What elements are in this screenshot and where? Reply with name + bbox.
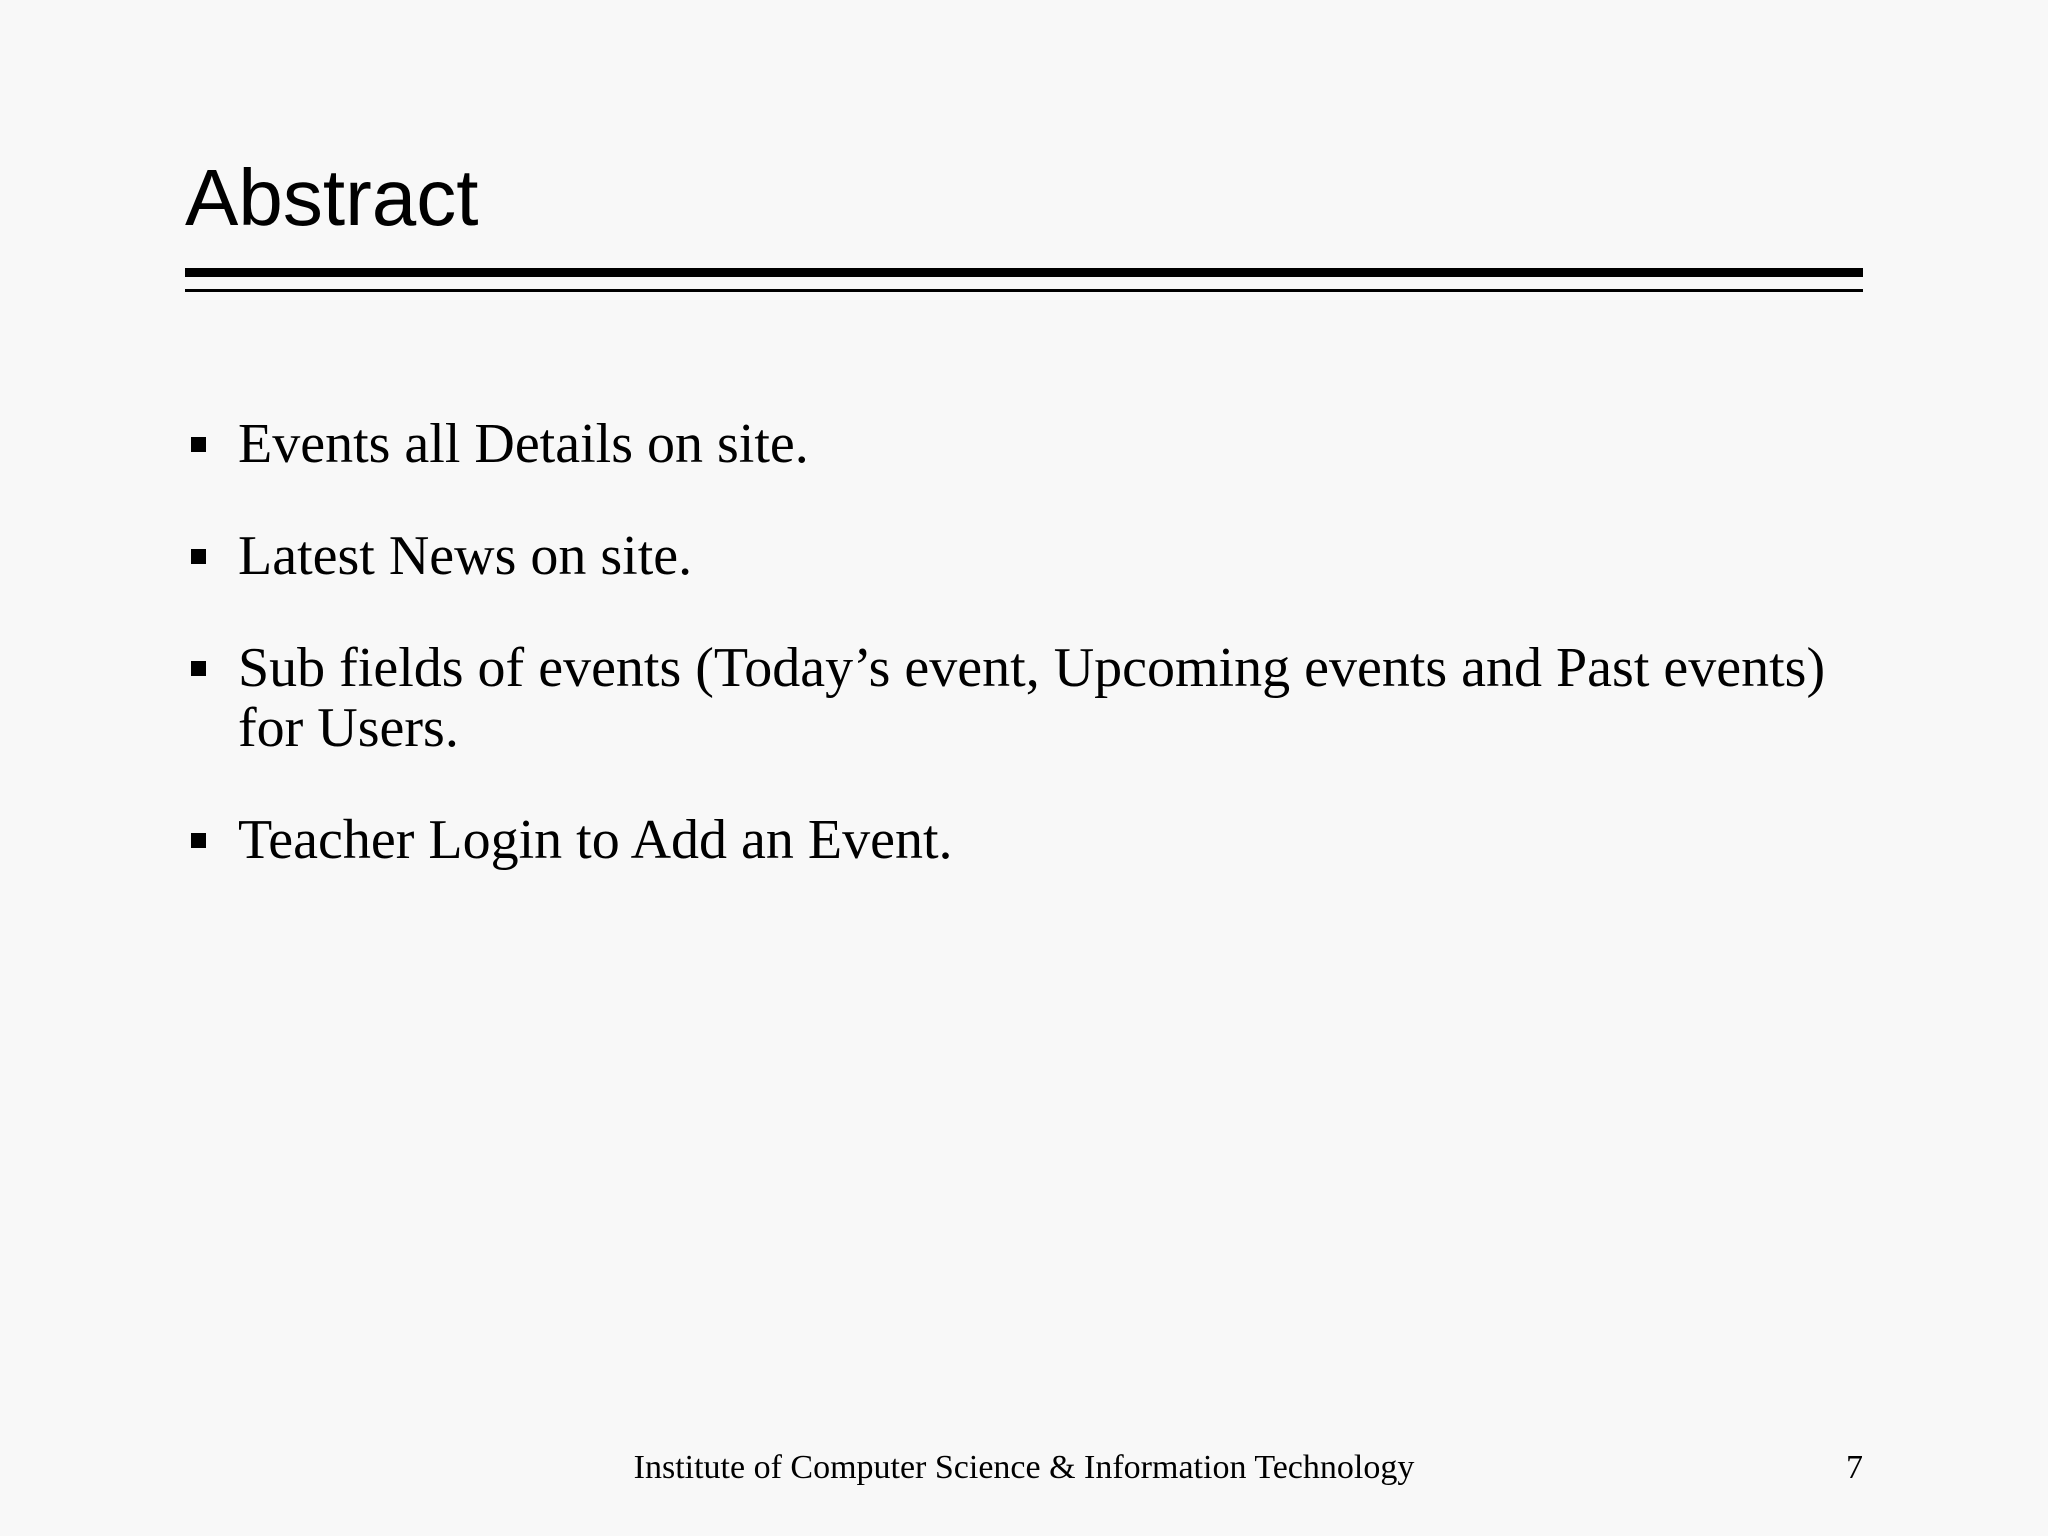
bullet-item bbox=[185, 810, 1865, 870]
square-bullet-icon bbox=[191, 549, 206, 564]
bullet-text: Events all Details on site. bbox=[238, 413, 809, 475]
title-underline-thick bbox=[185, 268, 1863, 277]
bullet-text: Teacher Login to Add an Event. bbox=[238, 809, 953, 871]
bullet-item bbox=[185, 638, 1865, 758]
page-number: 7 bbox=[1846, 1449, 1863, 1486]
bullet-item bbox=[185, 526, 1865, 586]
square-bullet-icon bbox=[191, 833, 206, 848]
slide-title: Abstract bbox=[185, 153, 479, 242]
square-bullet-icon bbox=[191, 437, 206, 452]
footer-institute: Institute of Computer Science & Information Technology bbox=[633, 1449, 1415, 1486]
bullet-text: Latest News on site. bbox=[238, 525, 693, 587]
bullet-text: Sub fields of events (Today’s event, Upcoming events and Past events) for Users. bbox=[238, 637, 1826, 759]
bullet-list bbox=[185, 414, 1865, 922]
square-bullet-icon bbox=[191, 661, 206, 676]
title-underline-thin bbox=[185, 289, 1863, 292]
bullet-item bbox=[185, 414, 1865, 474]
